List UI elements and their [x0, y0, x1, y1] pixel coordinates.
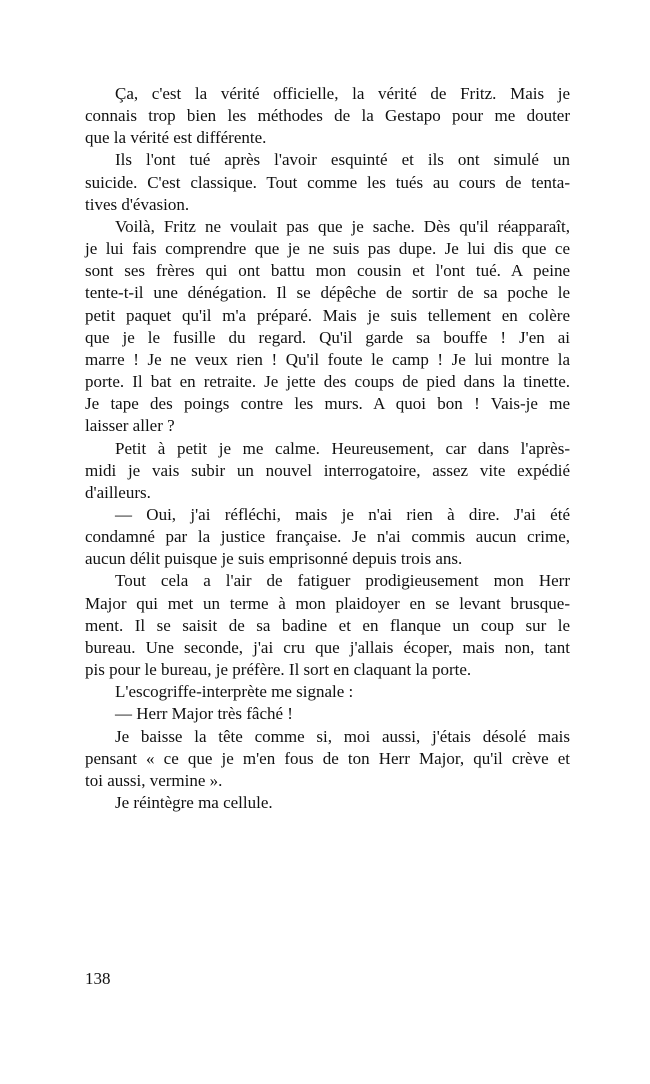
text-line: pensant « ce que je m'en fous de ton Herr Major, qu'il crève et — [85, 748, 570, 768]
text-line: Petit à petit je me calme. Heureusement, car dans l'après- — [115, 438, 570, 458]
text-line: Ils l'ont tué après l'avoir esquinté et ils ont simulé un — [115, 150, 570, 170]
text-line: que la vérité est différente. — [85, 128, 267, 148]
text-line: je lui fais comprendre que je ne suis pas dupe. Je lui dis que ce — [85, 239, 570, 259]
paragraph — [85, 83, 570, 149]
text-line: Je tape des poings contre les murs. A quoi bon ! Vais-je me — [85, 394, 570, 414]
paragraph — [85, 216, 570, 438]
text-line: petit paquet qu'il m'a préparé. Mais je suis tellement en colère — [85, 305, 570, 325]
text-line: Voilà, Fritz ne voulait pas que je sache. Dès qu'il réapparaît, — [115, 216, 570, 236]
text-line: marre ! Je ne veux rien ! Qu'il foute le camp ! Je lui montre la — [85, 349, 570, 369]
text-line: Tout cela a l'air de fatiguer prodigieusement mon Herr — [115, 571, 570, 591]
text-line: porte. Il bat en retraite. Je jette des coups de pied dans la tinette. — [85, 372, 570, 392]
text-line: sont ses frères qui ont battu mon cousin et l'ont tué. A peine — [85, 261, 570, 281]
text-line: midi je vais subir un nouvel interrogatoire, assez vite expédié — [85, 460, 570, 480]
text-line: Je baisse la tête comme si, moi aussi, j'étais désolé mais — [115, 726, 570, 746]
text-line: que je le fusille du regard. Qu'il garde sa bouffe ! J'en ai — [85, 327, 570, 347]
text-line: aucun délit puisque je suis emprisonné depuis trois ans. — [85, 549, 463, 569]
text-line: ment. Il se saisit de sa badine et en flanque un coup sur le — [85, 615, 570, 635]
paragraph — [85, 149, 570, 215]
text-line: toi aussi, vermine ». — [85, 770, 223, 790]
text-line: laisser aller ? — [85, 416, 175, 436]
paragraph — [85, 504, 570, 570]
text-line: Major qui met un terme à mon plaidoyer en se levant brusque- — [85, 593, 570, 613]
text-line: — Herr Major très fâché ! — [115, 704, 293, 724]
text-line: — Oui, j'ai réfléchi, mais je n'ai rien à dire. J'ai été — [115, 504, 570, 524]
text-line: Ça, c'est la vérité officielle, la vérité de Fritz. Mais je — [115, 84, 570, 103]
text-line: suicide. C'est classique. Tout comme les tués au cours de tenta- — [85, 172, 570, 192]
paragraph — [85, 726, 570, 792]
text-line: L'escogriffe-interprète me signale : — [115, 682, 354, 702]
paragraph — [85, 681, 570, 703]
text-line: connais trop bien les méthodes de la Gestapo pour me douter — [85, 106, 570, 126]
page-number: 138 — [85, 969, 111, 988]
text-line: tente-t-il une dénégation. Il se dépêche de sortir de sa poche le — [85, 283, 570, 303]
text-line: condamné par la justice française. Je n'ai commis aucun crime, — [85, 527, 570, 547]
text-line: bureau. Une seconde, j'ai cru que j'allais écoper, mais non, tant — [85, 637, 570, 657]
text-line: pis pour le bureau, je préfère. Il sort en claquant la porte. — [85, 660, 472, 680]
page-body-text — [85, 83, 570, 814]
text-line: tives d'évasion. — [85, 194, 190, 214]
text-line: Je réintègre ma cellule. — [115, 793, 273, 812]
text-line: d'ailleurs. — [85, 482, 151, 502]
paragraph — [85, 438, 570, 504]
paragraph — [85, 570, 570, 681]
paragraph — [85, 792, 570, 814]
paragraph — [85, 703, 570, 725]
